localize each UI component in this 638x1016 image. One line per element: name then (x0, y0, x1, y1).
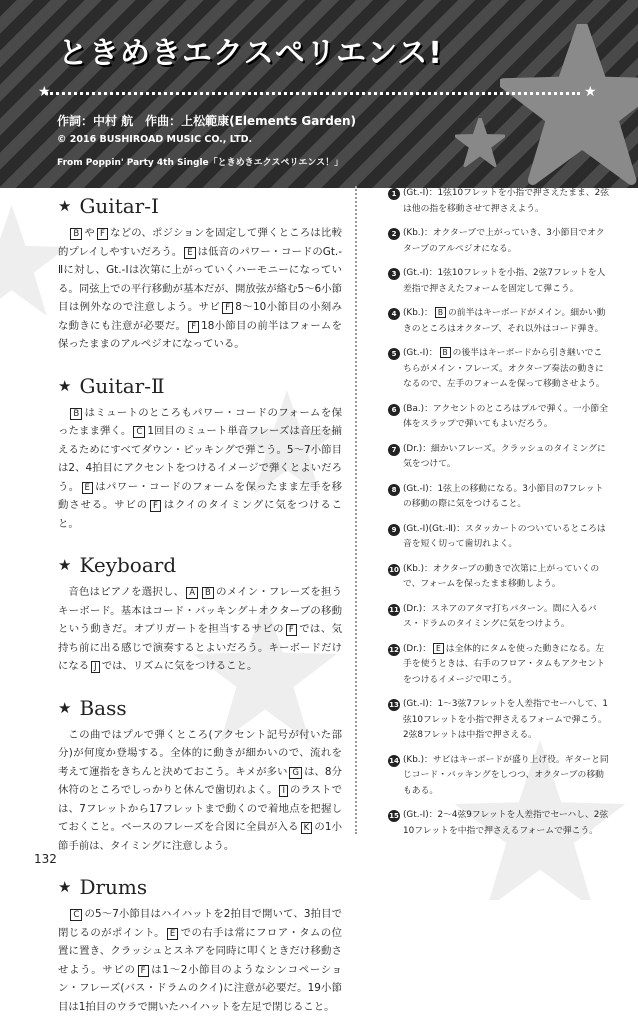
note-number-badge: 14 (389, 756, 399, 765)
body-text: (Gt.-Ⅰ)(Gt.-Ⅱ)：スタッカートのついているところは音を短く切って歯切れよく。 (403, 523, 606, 549)
section-heading: Guitar-Ⅰ (79, 194, 159, 218)
rehearsal-mark: C (133, 426, 145, 438)
performance-notes (388, 186, 610, 839)
section-heading: Guitar-Ⅱ (79, 373, 165, 398)
section-guitar-1 (58, 194, 342, 354)
body-text: のラストでは、7フレットから17フレットまで動くので着地点を把握しておくこと。ベースのフレーズを合図に全員が入る (58, 784, 343, 833)
note-number-badge: 13 (389, 701, 399, 709)
note-item (388, 602, 610, 633)
body-text: 音色はピアノを選択し、 (68, 586, 185, 598)
title-banner (0, 0, 638, 188)
star-icon: ★ (58, 878, 72, 896)
rehearsal-mark: F (286, 624, 297, 636)
section-bass (58, 696, 342, 856)
star-icon: ★ (58, 197, 72, 215)
credits: 作詞：中村 航 作曲：上松範康(Elements Garden) (57, 114, 356, 128)
body-text: の後半はキーボードから引き継いでこちらがメイン・フレーズ。オクターブ奏法の動きになるので、左手のフォームを保って移動させよう。 (403, 348, 605, 389)
rehearsal-mark: F (97, 228, 108, 240)
note-text (403, 562, 610, 593)
note-number-badge: 5 (388, 348, 400, 360)
body-text: の5〜7小節目はハイハットを2拍目で開いて、3拍目で閉じるのがポイント。 (58, 908, 342, 939)
rehearsal-mark: E (184, 247, 195, 259)
section-body (58, 905, 342, 1016)
note-text (403, 808, 610, 839)
section-body (58, 583, 342, 676)
rehearsal-mark: B (435, 307, 446, 318)
body-text: (Kb.)：オクターブの動きで次第に上がっていくので、フォームを保ったまま移動しよう。 (403, 563, 600, 589)
note-item (388, 186, 610, 217)
star-icon (500, 24, 638, 188)
body-text: (Kb.)：サビはキーボードが盛り上げ役。ギターと同じコード・バッキングをしつつ、オクターブの移動もある。 (403, 754, 609, 796)
note-number-badge: 11 (389, 605, 399, 614)
note-number-badge: 1 (388, 188, 400, 200)
section-drums (58, 875, 342, 1016)
rehearsal-mark: E (167, 928, 178, 940)
body-text: は、8分休符のところでしっかりと休んで歯切れよく。 (58, 765, 342, 796)
note-number-badge: 8 (388, 484, 400, 496)
section-body (58, 404, 342, 534)
rehearsal-mark: C (70, 909, 82, 921)
body-text: (Gt.-Ⅰ)：2〜4弦9フレットを人差指でセーハし、2弦10フレットを中指で押さえるフォームで弾こう。 (403, 810, 609, 836)
note-item (388, 226, 610, 257)
dotted-divider (45, 92, 580, 100)
body-text: では、気持ち前に出る感じで演奏するとよいだろう。キーボードだけになる (58, 623, 343, 672)
body-text: (Ba.)：アクセントのところはプルで弾く。一小節全体をスラップで弾いてもよいだろう。 (403, 403, 609, 429)
body-text: (Kb.)： (403, 308, 433, 318)
note-item (388, 697, 610, 744)
body-text: では、リズムに気をつけること。 (101, 660, 258, 672)
body-text: は全体的にタムを使った動きになる。左手を使うときは、右手のフロア・タムもアクセントをつけるイメージで叩こう。 (403, 643, 606, 685)
body-text: (Dr.)：スネアのアタマ打ちパターン。間に入るバス・ドラムのタイミングに気をつけよう。 (403, 603, 597, 629)
note-item (388, 562, 610, 593)
rehearsal-mark: I (279, 785, 288, 797)
page-number: 132 (34, 852, 57, 866)
body-text: は1〜2小節目のようなシンコペーション・フレーズ(バス・ドラムのクイ)に注意が必要だ。19小節目は1拍目のウラで開いたハイハットを左足で閉じること。 (58, 963, 342, 1013)
note-text (403, 346, 610, 393)
body-text: での右手は常にフロア・タムの位置に置き、クラッシュとスネアを同時に叩くときだけ移動させよう。サビの (58, 926, 342, 976)
body-text: は低音のパワー・コードのGt.-Ⅱに対し、Gt.-Ⅰは次第に上がっていくハーモニーになっている。同弦上での平行移動が基本だが、開放弦が絡む5〜6小節目は例外なので注意しよう。サビ (58, 245, 342, 313)
body-text: (Dr.)： (403, 643, 432, 654)
note-text (403, 226, 610, 257)
note-item (388, 522, 610, 553)
star-icon: ★ (584, 84, 597, 100)
body-text: の1小節手前は、タイミングに注意しよう。 (58, 821, 342, 852)
note-number-badge: 2 (388, 228, 400, 240)
note-text (403, 753, 610, 800)
body-text: この曲ではプルで弾くところ(アクセント記号が付いた部分)が何度か登場する。全体的に動きが細かいので、流れを考えて運指をきちんと決めておこう。キメが多い (58, 728, 342, 778)
note-text (403, 697, 610, 744)
instrument-sections (58, 194, 342, 1016)
body-text: 18小節目の前半はフォームを保ったままのアルペジオになっている。 (58, 319, 342, 350)
rehearsal-mark: B (70, 228, 82, 240)
star-icon: ★ (38, 84, 51, 100)
section-heading: Bass (79, 695, 127, 720)
body-text: 8〜10小節目の小刻みな動きにも注意が必要だ。 (58, 301, 342, 332)
note-number-badge: 12 (389, 645, 399, 654)
body-text: のメイン・フレーズを担うキーボード。基本はコード・バッキング＋オクターブの移動という動きだ。オブリガートを担当するサビの (58, 586, 343, 635)
copyright: © 2016 BUSHIROAD MUSIC CO., LTD. (57, 134, 253, 145)
note-item (388, 482, 610, 513)
note-number-badge: 15 (389, 812, 399, 820)
note-number-badge: 6 (388, 404, 400, 416)
section-body (58, 726, 342, 856)
star-icon: ★ (58, 376, 72, 395)
note-item (388, 808, 610, 839)
note-text (403, 642, 610, 689)
note-text (403, 306, 610, 337)
body-text: や (84, 227, 96, 239)
note-number-badge: 7 (388, 444, 400, 456)
note-item (388, 266, 610, 297)
rehearsal-mark: G (289, 767, 302, 779)
song-title: ときめきエクスペリエンス! (58, 36, 443, 71)
rehearsal-mark: E (433, 643, 444, 654)
note-item (388, 753, 610, 800)
column-divider (355, 186, 357, 834)
body-text: (Gt.-Ⅰ)：1〜3弦7フレットを人差指でセーハして、1弦10フレットを小指で押さえるフォームで弾こう。2弦8フレットは中指で押さえる。 (403, 699, 609, 740)
star-icon: ★ (58, 698, 72, 717)
rehearsal-mark: F (138, 965, 149, 977)
note-number-badge: 3 (388, 268, 400, 280)
rehearsal-mark: B (70, 408, 82, 420)
note-number-badge: 4 (388, 308, 400, 320)
note-text (403, 602, 610, 633)
source-single: From Poppin' Party 4th Single「ときめきエクスペリエンス！」 (57, 158, 344, 168)
star-icon: ★ (58, 556, 72, 574)
note-number-badge: 9 (388, 524, 400, 536)
note-text (403, 522, 610, 553)
section-keyboard (58, 553, 342, 676)
rehearsal-mark: F (222, 302, 233, 314)
rehearsal-mark: F (150, 500, 161, 512)
rehearsal-mark: F (188, 321, 199, 333)
rehearsal-mark: A (186, 587, 198, 599)
rehearsal-mark: B (440, 347, 451, 358)
section-heading: Keyboard (79, 553, 177, 577)
note-item (388, 306, 610, 337)
body-text: はクイのタイミングに気をつけること。 (58, 499, 342, 530)
body-text: 1回目のミュート単音フレーズは音圧を揃えるためにすべてダウン・ピッキングで弾こう。5〜7小節目は2、4拍目にアクセントをつけるイメージで弾くとよいだろう。 (58, 425, 342, 493)
rehearsal-mark: J (91, 661, 100, 673)
note-number-badge: 10 (389, 565, 399, 574)
body-text: (Gt.-Ⅰ)：1弦10フレットを小指、2弦7フレットを人差指で押さえたフォームを固定して弾こう。 (403, 268, 606, 294)
note-text (403, 266, 610, 297)
rehearsal-mark: E (82, 482, 93, 494)
note-item (388, 442, 610, 473)
body-text: の前半はキーボードがメイン。細かい動きのところはオクターブ、それ以外はコード弾き。 (403, 308, 606, 334)
note-text (403, 402, 610, 433)
note-text (403, 186, 610, 217)
section-guitar-2 (58, 374, 342, 534)
section-body (58, 224, 342, 354)
section-heading: Drums (79, 875, 148, 899)
body-text: はパワー・コードのフォームを保ったまま左手を移動させる。サビの (58, 480, 342, 511)
body-text: (Gt.-Ⅰ)：1弦上の移動になる。3小節目の7フレットの移動の際に気をつけること。 (403, 483, 604, 509)
note-item (388, 402, 610, 433)
note-text (403, 442, 610, 473)
body-text: などの、ポジションを固定して弾くところは比較的プレイしやすいだろう。 (58, 227, 342, 258)
rehearsal-mark: K (301, 822, 313, 834)
body-text: (Kb.)：オクターブで上がっていき、3小節目でオクターブのアルペジオになる。 (403, 228, 605, 254)
note-text (403, 482, 610, 513)
body-text: (Gt.-Ⅰ)： (403, 348, 438, 358)
body-text: (Dr.)：細かいフレーズ。クラッシュのタイミングに気をつけて。 (403, 443, 606, 469)
body-text: (Gt.-Ⅰ)：1弦10フレットを小指で押さえたまま、2弦は他の指を移動させて押さえよう。 (403, 188, 609, 214)
rehearsal-mark: B (202, 587, 214, 599)
note-item (388, 346, 610, 393)
body-text: はミュートのところもパワー・コードのフォームを保ったまま弾く。 (58, 406, 342, 437)
star-icon (455, 118, 505, 168)
note-item (388, 642, 610, 689)
